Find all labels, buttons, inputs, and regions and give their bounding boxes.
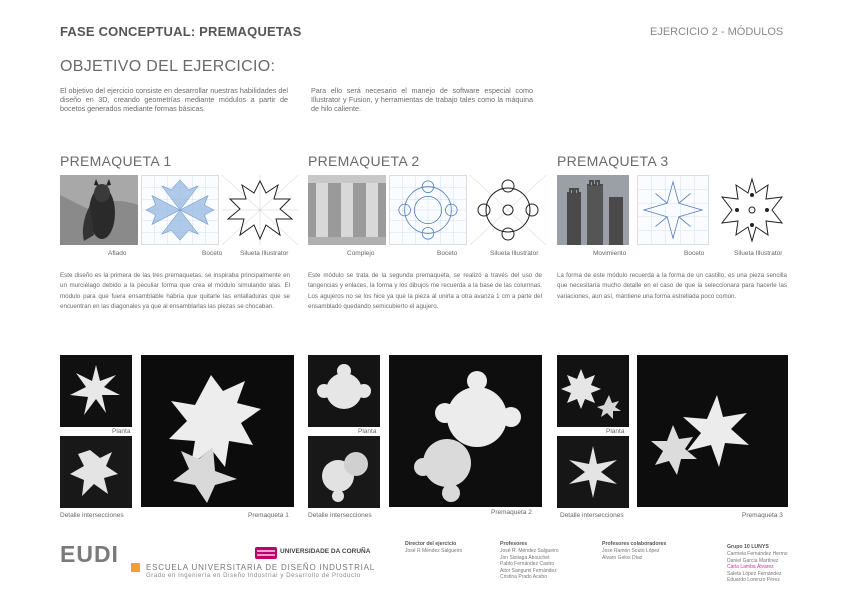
caption-planta-1: Planta: [112, 428, 131, 435]
premaqueta-1-detalle-photo: [60, 436, 132, 508]
director-name: José R Méndez Salgueiro: [405, 548, 463, 554]
profesor-name: Pablo Fernández Castro: [500, 561, 555, 567]
grupo-heading: Grupo 10 LUNYS: [727, 544, 769, 550]
colaborador-name: Álvaro Gelos Díaz: [602, 554, 643, 561]
caption-main-1: Premaqueta 1: [248, 512, 289, 519]
premaqueta-1-title: PREMAQUETA 1: [60, 153, 172, 169]
boceto-1-sketch: [141, 175, 219, 245]
page-title: FASE CONCEPTUAL: PREMAQUETAS: [60, 24, 302, 39]
profesor-name: Aitor Sangumi Fernández: [500, 567, 557, 574]
grupo-member-highlighted: Carla Lamba Álvarez: [727, 564, 774, 570]
caption-silueta-1: Silueta Illustrator: [240, 250, 289, 257]
caption-complejo: Complejo: [347, 250, 375, 257]
caption-detalle-2: Detalle intersecciones: [308, 512, 372, 519]
premaqueta-2-detalle-photo: [308, 436, 380, 508]
eudi-accent-square: [131, 563, 140, 572]
grupo-list: [727, 551, 788, 584]
premaqueta-3-description: La forma de este módulo recuerda a la forma de un castillo, es una pieza sencilla que necesitaría mucho detalle en el caso de que la seleccionara para hacerle las variaciones, aun así, mantiene una forma estrellada poco común.: [557, 272, 787, 300]
caption-main-2: Premaqueta 2: [491, 509, 532, 516]
premaqueta-2-description: Este módulo se trata de la segunda premaqueta, se realizó a través del uso de tangencias y enlaces, la forma y los dibujos me recuerda a la base de las columnas. Los agujeros no se los hice ya que la pieza al unirla a otra avanza 1 cm a parte del ensamblado quedando semicubierto el agujero.: [308, 272, 542, 311]
caption-planta-2: Planta: [358, 428, 377, 435]
caption-movimiento: Movimiento: [593, 250, 627, 257]
boceto-3-sketch: [637, 175, 709, 245]
colaboradores-heading: Profesores colaboradores: [602, 541, 667, 547]
caption-aflado: Aflado: [108, 250, 127, 257]
grupo-member: Carmela Fernández Hermo: [727, 551, 788, 557]
premaqueta-1-main-photo: [141, 355, 294, 507]
school-name: ESCUELA UNIVERSITARIA DE DISEÑO INDUSTRIAL: [146, 563, 376, 572]
caption-silueta-3: Silueta Illustrator: [734, 250, 783, 257]
premaqueta-2-planta-photo: [308, 355, 380, 427]
school-subtitle: Grado en Ingeniería en Diseño Industrial y Desarrollo de Producto: [146, 573, 361, 579]
premaqueta-1-description: Este diseño es la primera de las tres premaquetas, se inspiraba principalmente en un murciélago debido a la peculiar forma que crea el módulo simulando alas. El módulo para que fuera ensamblable habría que quitarle las entalladuras que se encuentran en las diagonales ya que al ensamblarlas las piezas se chocaban.: [60, 272, 290, 311]
colaborador-name: Jose Ramón Souto López: [602, 548, 660, 554]
grupo-member: Daniel García Martínez: [727, 557, 779, 564]
columns-photo: [308, 175, 386, 245]
objective-heading: OBJETIVO DEL EJERCICIO:: [60, 58, 276, 75]
grupo-member: Saleta López Fernández: [727, 570, 782, 577]
bat-photo: [60, 175, 138, 245]
colaboradores-list: [602, 548, 660, 561]
caption-boceto-2: Boceto: [437, 250, 458, 257]
caption-planta-3: Planta: [606, 428, 625, 435]
caption-main-3: Premaqueta 3: [742, 512, 783, 519]
profesores-list: [500, 548, 559, 581]
premaqueta-2-main-photo: [389, 355, 542, 507]
grupo-member: Eduardo Lorenzo Pérez: [727, 577, 780, 583]
premaqueta-3-planta-photo: [557, 355, 629, 427]
profesor-name: Jon Sistiaga Abouchet: [500, 554, 550, 561]
premaqueta-2-title: PREMAQUETA 2: [308, 153, 420, 169]
director-heading: Director del ejercicio: [405, 541, 457, 547]
premaqueta-3-main-photo: [637, 355, 788, 507]
profesores-heading: Profesores: [500, 541, 528, 547]
premaqueta-1-planta-photo: [60, 355, 132, 427]
udc-logo-icon: [255, 546, 277, 558]
silueta-1-outline: [222, 175, 298, 245]
caption-detalle-3: Detalle intersecciones: [560, 512, 624, 519]
boceto-2-sketch: [389, 175, 467, 245]
caption-detalle-1: Detalle intersecciones: [60, 512, 124, 519]
university-name: UNIVERSIDADE DA CORUÑA: [280, 548, 371, 555]
premaqueta-3-detalle-photo: [557, 436, 629, 508]
profesor-name: José R. Méndez Salgueiro: [500, 548, 559, 554]
caption-boceto-1: Boceto: [202, 250, 223, 257]
profesor-name: Cristina Prado Acebo: [500, 574, 547, 580]
objective-text-right: Para ello será necesario el manejo de software especial como Illustrator y Fusion, y herramientas de trabajo tales como la máquina de hilo caliente.: [311, 86, 533, 113]
objective-text-left: El objetivo del ejercicio consiste en desarrollar nuestras habilidades del diseño en 3D, creando geometrías mediante módulos a partir de bocetos generados mediante formas básicas.: [60, 86, 288, 113]
caption-boceto-3: Boceto: [684, 250, 705, 257]
caption-silueta-2: Silueta Illustrator: [490, 250, 539, 257]
castle-photo: [557, 175, 629, 245]
exercise-label: EJERCICIO 2 - MÓDULOS: [650, 26, 784, 38]
eudi-logo: EUDI: [60, 541, 119, 567]
silueta-2-outline: [470, 175, 546, 245]
premaqueta-3-title: PREMAQUETA 3: [557, 153, 669, 169]
silueta-3-outline: [716, 175, 788, 245]
